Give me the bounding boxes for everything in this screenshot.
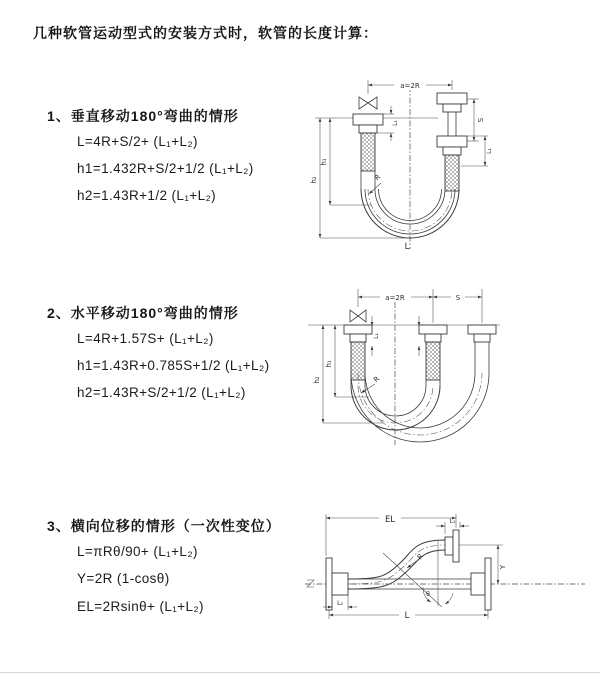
section-1-heading: 1、垂直移动180°弯曲的情形	[47, 108, 239, 124]
right-hose-fitting	[437, 93, 467, 191]
dim-label-h2: h₂	[310, 176, 318, 184]
section-3-heading: 3、横向位移的情形（一次性变位）	[47, 518, 281, 534]
u-bend-hose-shifted	[351, 342, 489, 442]
section-3-formula-EL: EL=2Rsinθ+ (L₁+L₂)	[77, 599, 204, 614]
dim-label-s: S	[477, 117, 485, 123]
vertical-bend-diagram	[295, 66, 590, 262]
right-hose-fitting	[468, 325, 496, 342]
section-3-formula-L: L=πRθ/90+ (L₁+L₂)	[77, 544, 198, 559]
valve-icon	[350, 310, 366, 322]
section-1-formula-L: L=4R+S/2+ (L₁+L₂)	[77, 134, 198, 149]
dim-label-r: R	[373, 172, 383, 183]
section-2-formula-h2: h2=1.43R+S/2+1/2 (L₁+L₂)	[77, 385, 246, 400]
section-2-formula-h1: h1=1.43R+0.785S+1/2 (L₁+L₂)	[77, 358, 270, 373]
left-hose-fitting	[344, 325, 372, 380]
braided-hose	[361, 133, 375, 171]
horizontal-bend-diagram	[295, 280, 593, 450]
section-1-formula-h2: h2=1.43R+1/2 (L₁+L₂)	[77, 188, 217, 203]
dim-l1	[436, 518, 469, 534]
s-curve-hose	[348, 540, 445, 589]
dim-label-el: EL	[384, 515, 396, 525]
dim-a2r	[358, 289, 482, 323]
dim-label-l1: L₁	[373, 333, 380, 339]
valve-icon	[359, 97, 377, 109]
dim-label-h1: h₁	[320, 158, 328, 166]
section-1-formula-h1: h1=1.432R+S/2+1/2 (L₁+L₂)	[77, 161, 254, 176]
dim-label-h2: h₂	[313, 376, 321, 384]
dim-s	[467, 99, 485, 141]
dim-label-l1: L₁	[449, 518, 456, 525]
break-mark	[307, 580, 314, 587]
dim-el	[326, 512, 456, 556]
dim-label-h1: h₁	[325, 360, 333, 368]
middle-hose-fitting	[419, 325, 447, 380]
page-title: 几种软管运动型式的安装方式时，软管的长度计算：	[33, 25, 378, 41]
dim-label-r: R	[415, 552, 426, 562]
dim-label-l2: L₂	[337, 600, 343, 607]
dim-label-r: R	[372, 374, 382, 385]
dim-label-l: L	[404, 242, 410, 252]
dim-label-l1b: L₁	[486, 148, 493, 154]
dim-label-a2r: a=2R	[385, 294, 405, 302]
dim-l	[329, 608, 488, 621]
section-3-formula-Y: Y=2R (1-cosθ)	[77, 571, 170, 586]
dim-l1-left	[372, 316, 380, 356]
section-2-heading: 2、水平移动180°弯曲的情形	[47, 305, 239, 321]
dim-label-s: S	[455, 294, 461, 302]
page-bottom-edge	[0, 672, 600, 673]
dim-label-a2r: a=2R	[400, 82, 420, 90]
dim-r	[369, 173, 382, 194]
dim-label-y: Y	[499, 564, 507, 570]
right-flange	[471, 558, 491, 610]
dim-label-l1: L₁	[392, 120, 399, 126]
upper-flange	[445, 530, 459, 562]
dim-label-theta: θ	[426, 591, 430, 598]
lateral-displacement-diagram	[295, 496, 593, 656]
section-2-formula-L: L=4R+1.57S+ (L₁+L₂)	[77, 331, 214, 346]
braided-hose	[445, 155, 459, 191]
dim-label-l: L	[404, 611, 410, 621]
dim-h2	[310, 118, 407, 238]
